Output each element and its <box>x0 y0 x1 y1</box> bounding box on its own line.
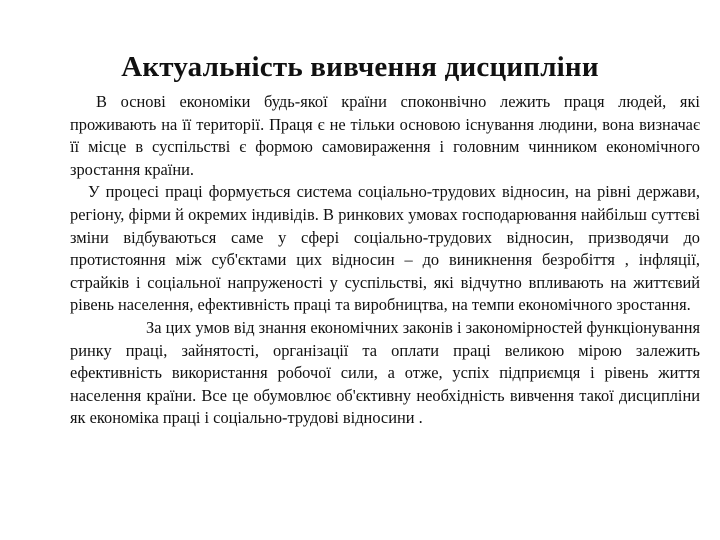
slide-title: Актуальність вивчення дисципліни <box>121 51 599 83</box>
paragraph-1: В основі економіки будь-якої країни споконвічно лежить праця людей, які проживають на її території. Праця є не тільки основою існування людини, вона визначає її місце в суспільстві є формою самовираження і головним чинником економічного зростання країни. <box>70 92 700 179</box>
paragraph-3: За цих умов від знання економічних законів і закономірностей функціонування ринку праці, зайнятості, організації та оплати праці великою мірою залежить ефективність використання робочої сили, а отже, успіх підприємця і рівень життя населення країни. Все це обумовлює об'єктивну необхідність вивчення такої дисципліни як економіка праці і соціально-трудові відносини . <box>70 317 700 428</box>
paragraph-2: У процесі праці формується система соціально-трудових відносин, на рівні держави, регіону, фірми й окремих індивідів. В ринкових умовах господарювання найбільш суттєві зміни відбуваються саме у сфері соціально-трудових відносин, призводячи до протистояння між суб'єктами цих відносин – до виникнення безробіття , інфляції, страйків і соціальної напруженості у суспільстві, які відчутно впливають на життєвий рівень населення, ефективність праці та виробництва, на темпи економічного зростання. <box>70 182 700 315</box>
slide-body <box>70 91 700 430</box>
